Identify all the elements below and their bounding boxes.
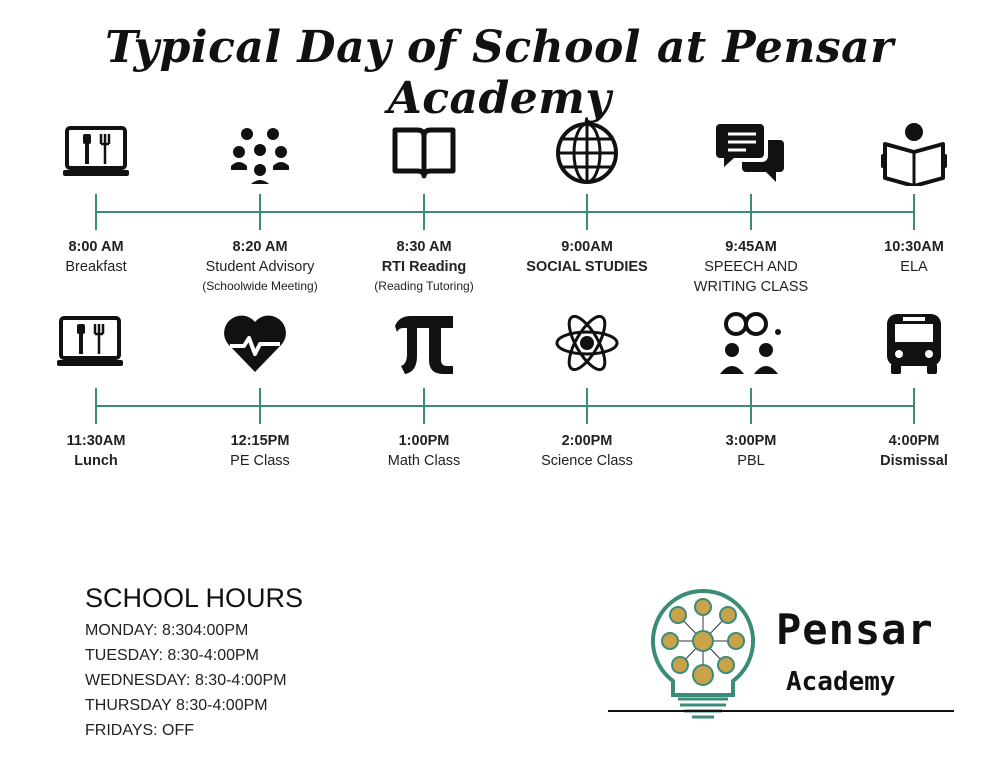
schedule-item-lunch	[11, 431, 181, 471]
timeline-line-morning	[95, 211, 915, 213]
schedule-time: 2:00PM	[561, 433, 613, 449]
schedule-item-advisory	[175, 237, 345, 295]
schedule-sublabel: (Schoolwide Meeting)	[202, 279, 318, 293]
timeline-tick	[913, 194, 915, 230]
pensar-academy-logo	[606, 585, 956, 725]
schedule-label: Breakfast	[65, 259, 127, 275]
schedule-item-pe	[175, 431, 345, 471]
schedule-time: 1:00PM	[398, 433, 450, 449]
schedule-label: Dismissal	[880, 453, 948, 469]
timeline-tick	[423, 194, 425, 230]
laptop-utensils-icon	[50, 308, 130, 378]
speech-bubbles-icon	[711, 118, 791, 188]
schedule-time: 11:30AM	[66, 433, 126, 449]
page-title: Typical Day of School at Pensar Academy	[105, 22, 894, 124]
school-hours-day: WEDNESDAY: 8:30-4:00PM	[85, 672, 287, 689]
schedule-label: RTI Reading	[381, 259, 467, 275]
schedule-label: Lunch	[74, 453, 118, 469]
schedule-label: Student Advisory	[205, 259, 315, 275]
globe-icon	[547, 118, 627, 188]
schedule-time: 8:20 AM	[232, 239, 288, 255]
pi-icon	[384, 308, 464, 378]
school-hours-day: FRIDAYS: OFF	[85, 722, 195, 739]
school-hours-heading: SCHOOL HOURS	[85, 583, 304, 613]
open-book-icon	[384, 118, 464, 188]
collaboration-icon	[711, 308, 791, 378]
bus-icon	[874, 308, 954, 378]
school-hours-day: MONDAY: 8:304:00PM	[85, 622, 249, 639]
schedule-label: Science Class	[541, 453, 633, 469]
logo-name-pensar: Pensar	[776, 605, 934, 654]
schedule-time: 8:00 AM	[68, 239, 124, 255]
schedule-time: 8:30 AM	[396, 239, 452, 255]
schedule-time: 3:00PM	[725, 433, 777, 449]
laptop-utensils-icon	[56, 118, 136, 188]
schedule-sublabel: (Reading Tutoring)	[374, 279, 474, 293]
heartbeat-icon	[215, 308, 295, 378]
timeline-tick	[259, 388, 261, 424]
schedule-time: 9:45AM	[725, 239, 777, 255]
timeline-tick	[95, 388, 97, 424]
timeline-tick	[750, 194, 752, 230]
schedule-item-science	[502, 431, 672, 471]
schedule-item-speech-writing	[666, 237, 836, 297]
school-hours-block	[85, 583, 303, 743]
logo-underline	[608, 710, 954, 712]
schedule-label: SPEECH AND WRITING CLASS	[693, 259, 809, 295]
schedule-label: SOCIAL STUDIES	[526, 259, 648, 275]
schedule-item-rti-reading	[339, 237, 509, 295]
schedule-time: 4:00PM	[888, 433, 940, 449]
timeline-line-afternoon	[95, 405, 915, 407]
logo-name-academy: Academy	[786, 667, 896, 697]
schedule-item-math	[339, 431, 509, 471]
schedule-label: ELA	[900, 259, 928, 275]
reader-icon	[874, 118, 954, 188]
lightbulb-icon	[628, 585, 778, 725]
schedule-label: PBL	[737, 453, 765, 469]
schedule-time: 12:15PM	[230, 433, 290, 449]
schedule-time: 10:30AM	[884, 239, 944, 255]
schedule-item-pbl	[666, 431, 836, 471]
timeline-tick	[95, 194, 97, 230]
schedule-item-social-studies	[502, 237, 672, 277]
timeline-tick	[586, 194, 588, 230]
timeline-tick	[586, 388, 588, 424]
timeline-tick	[259, 194, 261, 230]
atom-icon	[547, 308, 627, 378]
schedule-item-dismissal	[829, 431, 999, 471]
schedule-label: PE Class	[230, 453, 290, 469]
timeline-tick	[913, 388, 915, 424]
group-icon	[220, 118, 300, 188]
timeline-tick	[750, 388, 752, 424]
schedule-item-breakfast	[11, 237, 181, 277]
schedule-item-ela	[829, 237, 999, 277]
schedule-time: 9:00AM	[561, 239, 613, 255]
school-hours-day: THURSDAY 8:30-4:00PM	[85, 697, 268, 714]
schedule-label: Math Class	[387, 453, 461, 469]
school-hours-day: TUESDAY: 8:30-4:00PM	[85, 647, 259, 664]
timeline-tick	[423, 388, 425, 424]
